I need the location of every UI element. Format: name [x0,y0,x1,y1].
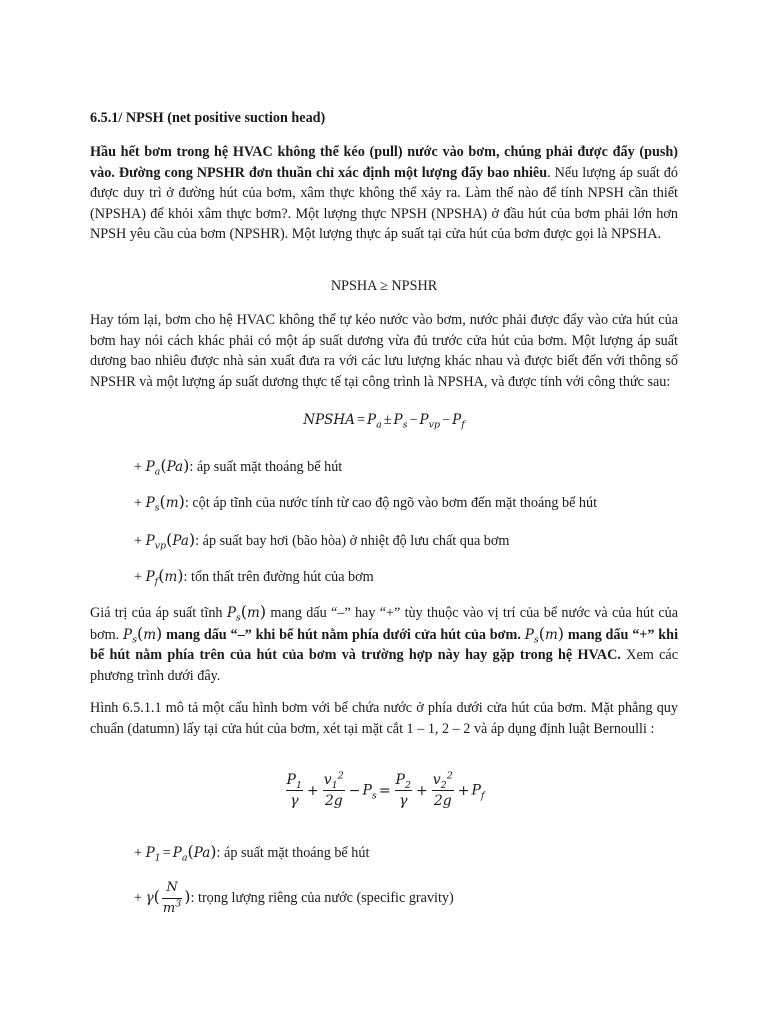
intro-paragraph [90,142,678,245]
intro-text: . Nếu lượng áp suất đó được duy trì ở đường hút của bơm, xâm thực không thể xảy ra. Làm thế nào để tính NPSH cần thiết (NPSHA) để khỏi xâm thực bơm?. Một lượng thực NPSH (NPSHA) ở đầu hút của bơm phải lớn hơn NPSH yêu cầu của bơm (NPSHR). Một lượng thực áp suất tại cửa hút của bơm được gọi là NPSHA. [90,164,678,243]
definition-text: áp suất bay hơi (bão hòa) ở nhiệt độ lưu chất qua bơm [202,533,510,549]
intro-bold-text: Hầu hết bơm trong hệ HVAC không thể kéo (pull) nước vào bơm, chúng phải được đẩy (push) vào. Đường cong NPSHR đơn thuần chỉ xác định một lượng đẩy bao nhiêu [90,144,678,181]
definition-text: áp suất mặt thoáng bể hút [224,845,370,861]
definition-text: tổn thất trên đường hút của bơm [191,569,374,585]
definition-pf: + $P_f(m)$: tổn thất trên đường hút của bơm [134,566,374,588]
formula-lhs: NPSHA [303,412,355,428]
definition-pa: + $P_a(Pa)$: áp suất mặt thoáng bể hút [134,456,343,478]
figure-paragraph: Hình 6.5.1.1 mô tả một cấu hình bơm với bể chứa nước ở phía dưới cửa hút của bơm. Mặt phẳng quy chuẩn (datumn) lấy tại cửa hút của bơm, xét tại mặt cắt 1 – 1, 2 – 2 và áp dụng định luật Bernoulli : [90,700,678,737]
definition-p1: + $P_1 = P_a(Pa)$: áp suất mặt thoáng bể hút [134,842,370,864]
bernoulli-equation: $\frac{P_1}{\gamma}$ + $\frac{v_1^2}{2g}$ − $P_s$ = $\frac{P_2}{\gamma}$ + $\frac{v_2^2}{2g}$ + $P_f$ [286,770,485,809]
definition-text: áp suất mặt thoáng bể hút [196,459,343,475]
npsh-inequality: NPSHA ≥ NPSHR [330,278,438,294]
definition-gamma: + γ( $\frac{N}{m^3}$ ): trọng lượng riêng của nước (specific gravity) [134,880,454,916]
section-heading: 6.5.1/ NPSH (net positive suction head) [90,110,326,126]
definition-pvp: + $P_{vp}(Pa)$: áp suất bay hơi (bão hòa) ở nhiệt độ lưu chất qua bơm [134,530,510,552]
npsha-formula: NPSHA = $P_a \pm P_s - P_{vp} - P_f$ [303,412,465,431]
definition-ps: + $P_s(m)$: cột áp tĩnh của nước tính từ cao độ ngõ vào bơm đến mặt thoáng bể hút [134,492,598,514]
sign-paragraph: Giá trị của áp suất tĩnh $P_s(m)$ mang dấu “–” hay “+” tùy thuộc vào vị trí của bể nước và của hút của bơm. $P_s(m)$ mang dấu “–” khi bể hút nằm phía dưới cửa hút của bơm. $P_s(m)$ mang dấu “+” khi bể hút nằm phía trên của hút của bơm và trường hợp này hay gặp trong hệ HVAC. Xem các phương trình dưới đây. [90,602,679,684]
definition-text: trọng lượng riêng của nước (specific gravity) [198,889,454,906]
summary-paragraph: Hay tóm lại, bơm cho hệ HVAC không thể tự kéo nước vào bơm, nước phải được đẩy vào cửa hút của bơm hay nói cách khác phải có một áp suất dương vừa đủ trước cửa hút của bơm. Một lượng áp suất dương bao nhiêu được nhà sản xuất đưa ra với các lưu lượng khác nhau và được biết đến với thông số NPSHR và một lượng áp suất dương thực tế tại công trình là NPSHA, và được tính với công thức sau: [90,312,678,390]
definition-text: cột áp tĩnh của nước tính từ cao độ ngõ vào bơm đến mặt thoáng bể hút [192,495,598,511]
